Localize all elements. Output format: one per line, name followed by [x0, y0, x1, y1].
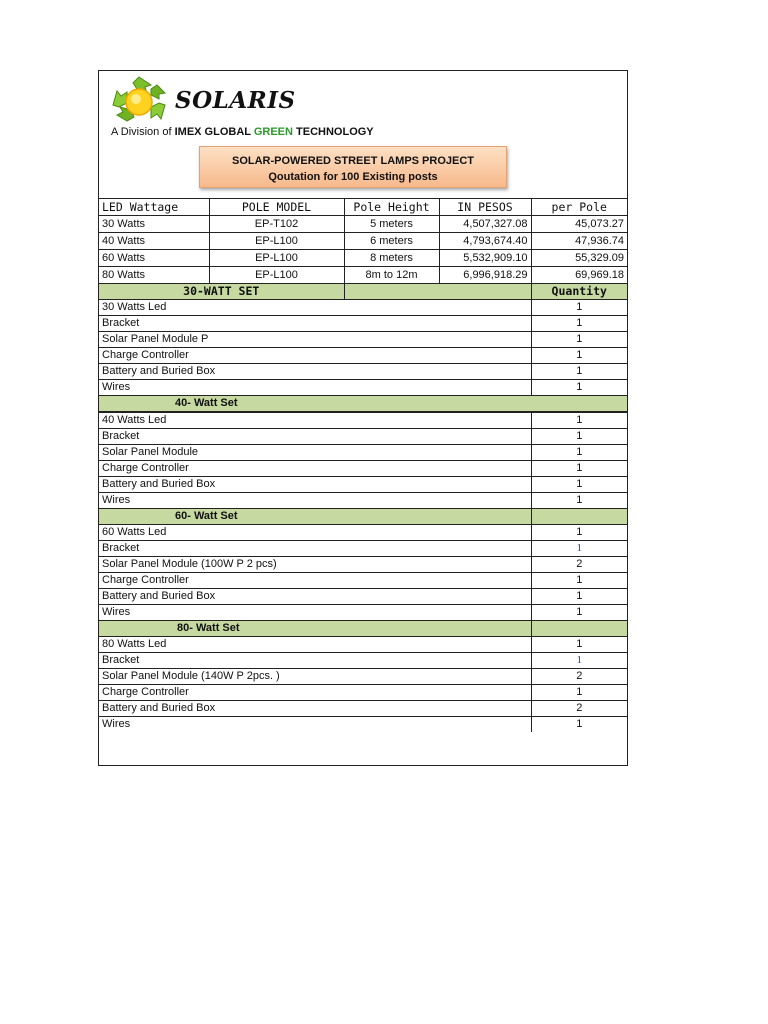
part-name: Charge Controller: [99, 685, 531, 701]
price-per-pole-cell: 47,936.74: [531, 233, 627, 250]
part-row: [99, 685, 627, 701]
part-row: [99, 557, 627, 573]
project-title-box: [199, 146, 507, 188]
pole-height-cell: 8m to 12m: [344, 267, 439, 284]
part-qty: 1: [531, 525, 627, 541]
part-row: [99, 316, 627, 332]
part-row: [99, 348, 627, 364]
price-table-header: [99, 199, 627, 216]
part-name: Battery and Buried Box: [99, 701, 531, 717]
part-row: [99, 461, 627, 477]
led-wattage-cell: 80 Watts: [99, 267, 209, 284]
division-prefix: A Division of: [111, 126, 175, 138]
part-qty: 2: [531, 701, 627, 717]
section-header-60w: [99, 509, 627, 525]
section-blank-qty: [531, 509, 627, 525]
part-name: Bracket: [99, 541, 531, 557]
part-name: 30 Watts Led: [99, 300, 531, 316]
quotation-sheet: [98, 70, 628, 766]
header-led-wattage: LED Wattage: [99, 199, 209, 216]
part-row: [99, 429, 627, 445]
part-row: [99, 541, 627, 557]
part-qty: 1: [531, 445, 627, 461]
division-line: [111, 126, 374, 138]
part-name: Solar Panel Module (140W P 2pcs. ): [99, 669, 531, 685]
price-row: [99, 267, 627, 284]
parts-table: [99, 283, 627, 732]
part-name: Charge Controller: [99, 573, 531, 589]
part-qty: 1: [531, 605, 627, 621]
part-row: [99, 717, 627, 733]
price-per-pole-cell: 55,329.09: [531, 250, 627, 267]
part-name: Wires: [99, 380, 531, 396]
quantity-header: Quantity: [531, 284, 627, 300]
part-qty: 1: [531, 316, 627, 332]
section-header-30w: [99, 284, 627, 300]
section-title: 60- Watt Set: [99, 509, 531, 525]
part-name: 80 Watts Led: [99, 637, 531, 653]
price-pesos-cell: 4,507,327.08: [439, 216, 531, 233]
part-qty: 1: [531, 637, 627, 653]
part-qty: 1: [531, 380, 627, 396]
document-header: [99, 71, 627, 199]
part-name: Battery and Buried Box: [99, 364, 531, 380]
project-subtitle: Qoutation for 100 Existing posts: [268, 171, 438, 183]
part-qty: 1: [531, 589, 627, 605]
section-header-80w: [99, 621, 627, 637]
part-name: Wires: [99, 605, 531, 621]
part-name: Solar Panel Module P: [99, 332, 531, 348]
section-blank-qty: [531, 621, 627, 637]
pole-height-cell: 5 meters: [344, 216, 439, 233]
part-qty: 1: [531, 541, 627, 557]
pole-model-cell: EP-L100: [209, 233, 344, 250]
project-title: SOLAR-POWERED STREET LAMPS PROJECT: [231, 155, 475, 167]
part-row: [99, 477, 627, 493]
part-name: Charge Controller: [99, 348, 531, 364]
led-wattage-cell: 30 Watts: [99, 216, 209, 233]
part-qty: 1: [531, 685, 627, 701]
division-green-word: GREEN: [253, 126, 293, 138]
price-row: [99, 233, 627, 250]
part-qty: 1: [531, 493, 627, 509]
part-name: Solar Panel Module: [99, 445, 531, 461]
part-name: Solar Panel Module (100W P 2 pcs): [99, 557, 531, 573]
pole-model-cell: EP-T102: [209, 216, 344, 233]
section-header-40w: [99, 396, 627, 413]
price-pesos-cell: 4,793,674.40: [439, 233, 531, 250]
part-name: Battery and Buried Box: [99, 589, 531, 605]
section-title: 30-WATT SET: [99, 284, 344, 300]
price-per-pole-cell: 69,969.18: [531, 267, 627, 284]
header-pole-height: Pole Height: [344, 199, 439, 216]
part-row: [99, 637, 627, 653]
section-title: 40- Watt Set: [99, 396, 627, 413]
part-name: 40 Watts Led: [99, 412, 531, 429]
part-qty: 2: [531, 557, 627, 573]
part-row: [99, 605, 627, 621]
price-row: [99, 216, 627, 233]
pole-height-cell: 8 meters: [344, 250, 439, 267]
price-pesos-cell: 6,996,918.29: [439, 267, 531, 284]
pole-model-cell: EP-L100: [209, 267, 344, 284]
part-row: [99, 364, 627, 380]
part-qty: 1: [531, 573, 627, 589]
part-qty: 1: [531, 477, 627, 493]
section-blank-cell: [344, 284, 531, 300]
part-qty: 2: [531, 669, 627, 685]
part-qty: 1: [531, 332, 627, 348]
part-name: Wires: [99, 493, 531, 509]
price-pesos-cell: 5,532,909.10: [439, 250, 531, 267]
part-qty: 1: [531, 300, 627, 316]
part-qty: 1: [531, 653, 627, 669]
part-row: [99, 380, 627, 396]
price-row: [99, 250, 627, 267]
part-name: Bracket: [99, 653, 531, 669]
part-row: [99, 445, 627, 461]
division-suffix: TECHNOLOGY: [292, 126, 374, 138]
price-per-pole-cell: 45,073.27: [531, 216, 627, 233]
part-qty: 1: [531, 717, 627, 733]
pole-height-cell: 6 meters: [344, 233, 439, 250]
header-per-pole: per Pole: [531, 199, 627, 216]
led-wattage-cell: 60 Watts: [99, 250, 209, 267]
part-name: Wires: [99, 717, 531, 733]
part-row: [99, 493, 627, 509]
part-qty: 1: [531, 364, 627, 380]
part-name: Bracket: [99, 316, 531, 332]
part-row: [99, 573, 627, 589]
solaris-logo-icon: [107, 75, 171, 125]
part-row: [99, 300, 627, 316]
part-row: [99, 412, 627, 429]
part-row: [99, 589, 627, 605]
part-row: [99, 332, 627, 348]
brand-name: SOLARIS: [175, 87, 296, 114]
header-in-pesos: IN PESOS: [439, 199, 531, 216]
part-name: 60 Watts Led: [99, 525, 531, 541]
part-qty: 1: [531, 348, 627, 364]
part-name: Bracket: [99, 429, 531, 445]
section-title: 80- Watt Set: [99, 621, 531, 637]
part-qty: 1: [531, 429, 627, 445]
led-wattage-cell: 40 Watts: [99, 233, 209, 250]
part-row: [99, 525, 627, 541]
part-qty: 1: [531, 461, 627, 477]
part-row: [99, 701, 627, 717]
part-row: [99, 653, 627, 669]
division-name: IMEX GLOBAL: [174, 126, 254, 138]
part-qty: 1: [531, 412, 627, 429]
price-table: [99, 198, 627, 283]
header-pole-model: POLE MODEL: [209, 199, 344, 216]
part-name: Battery and Buried Box: [99, 477, 531, 493]
part-name: Charge Controller: [99, 461, 531, 477]
pole-model-cell: EP-L100: [209, 250, 344, 267]
part-row: [99, 669, 627, 685]
